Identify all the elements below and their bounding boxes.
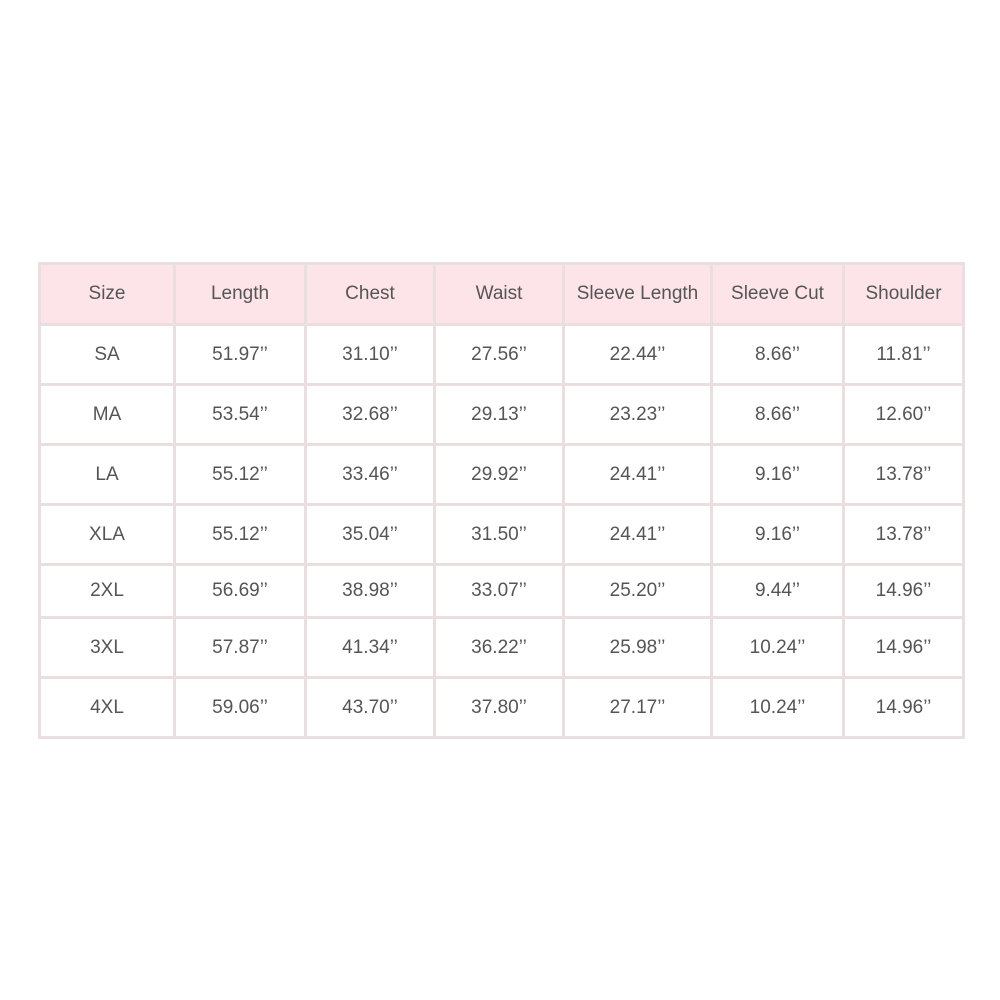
table-row (41, 679, 965, 739)
cell-length: 53.54’’ (176, 386, 307, 446)
cell-shoulder: 13.78’’ (845, 506, 965, 566)
cell-shoulder: 14.96’’ (845, 566, 965, 619)
cell-waist: 31.50’’ (436, 506, 565, 566)
cell-waist: 33.07’’ (436, 566, 565, 619)
cell-size: 4XL (41, 679, 176, 739)
table-row (41, 326, 965, 386)
cell-length: 56.69’’ (176, 566, 307, 619)
cell-size: 3XL (41, 619, 176, 679)
cell-chest: 43.70’’ (307, 679, 436, 739)
cell-sleeve-cut: 9.44’’ (713, 566, 845, 619)
cell-sleeve-cut: 10.24’’ (713, 679, 845, 739)
cell-sleeve-cut: 8.66’’ (713, 326, 845, 386)
header-shoulder: Shoulder (845, 265, 965, 326)
cell-sleeve-length: 25.20’’ (565, 566, 713, 619)
cell-size: SA (41, 326, 176, 386)
table-row (41, 566, 965, 619)
table-row (41, 446, 965, 506)
cell-size: XLA (41, 506, 176, 566)
cell-sleeve-length: 25.98’’ (565, 619, 713, 679)
table-row (41, 619, 965, 679)
cell-sleeve-cut: 9.16’’ (713, 446, 845, 506)
cell-waist: 27.56’’ (436, 326, 565, 386)
cell-sleeve-length: 24.41’’ (565, 446, 713, 506)
cell-waist: 37.80’’ (436, 679, 565, 739)
table-row (41, 386, 965, 446)
table-row (41, 506, 965, 566)
cell-chest: 32.68’’ (307, 386, 436, 446)
cell-sleeve-length: 27.17’’ (565, 679, 713, 739)
cell-sleeve-length: 23.23’’ (565, 386, 713, 446)
cell-waist: 36.22’’ (436, 619, 565, 679)
cell-length: 57.87’’ (176, 619, 307, 679)
cell-chest: 41.34’’ (307, 619, 436, 679)
cell-size: LA (41, 446, 176, 506)
header-sleeve-cut: Sleeve Cut (713, 265, 845, 326)
cell-size: 2XL (41, 566, 176, 619)
cell-sleeve-cut: 10.24’’ (713, 619, 845, 679)
cell-chest: 31.10’’ (307, 326, 436, 386)
cell-length: 59.06’’ (176, 679, 307, 739)
cell-shoulder: 14.96’’ (845, 679, 965, 739)
cell-shoulder: 11.81’’ (845, 326, 965, 386)
cell-length: 55.12’’ (176, 506, 307, 566)
size-chart-table (38, 262, 965, 739)
header-size: Size (41, 265, 176, 326)
cell-sleeve-cut: 9.16’’ (713, 506, 845, 566)
cell-shoulder: 12.60’’ (845, 386, 965, 446)
cell-sleeve-length: 22.44’’ (565, 326, 713, 386)
cell-length: 55.12’’ (176, 446, 307, 506)
cell-chest: 38.98’’ (307, 566, 436, 619)
header-waist: Waist (436, 265, 565, 326)
cell-sleeve-cut: 8.66’’ (713, 386, 845, 446)
cell-chest: 33.46’’ (307, 446, 436, 506)
cell-shoulder: 13.78’’ (845, 446, 965, 506)
cell-chest: 35.04’’ (307, 506, 436, 566)
header-length: Length (176, 265, 307, 326)
cell-size: MA (41, 386, 176, 446)
cell-waist: 29.92’’ (436, 446, 565, 506)
header-chest: Chest (307, 265, 436, 326)
header-sleeve-length: Sleeve Length (565, 265, 713, 326)
cell-waist: 29.13’’ (436, 386, 565, 446)
cell-shoulder: 14.96’’ (845, 619, 965, 679)
cell-sleeve-length: 24.41’’ (565, 506, 713, 566)
table-header-row (41, 265, 965, 326)
cell-length: 51.97’’ (176, 326, 307, 386)
